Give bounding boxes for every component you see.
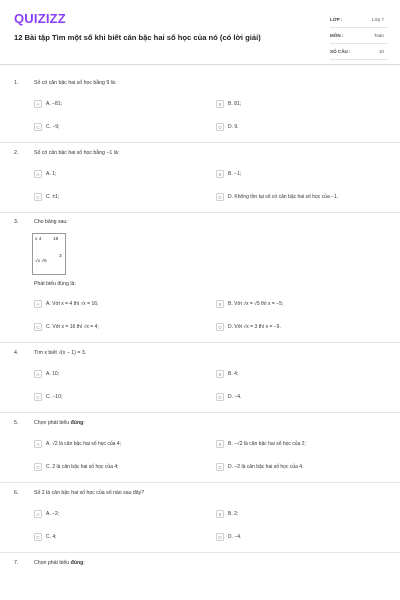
question-text: Cho bảng sau: — [34, 219, 68, 225]
option-a[interactable] — [34, 510, 59, 518]
option-text: A. √2 là căn bậc hai số học của 4; — [46, 441, 122, 447]
question-number: 2. — [14, 150, 19, 156]
option-text: B. 4; — [228, 371, 239, 377]
option-a[interactable] — [34, 100, 62, 108]
meta-value: Lớp 7 — [372, 17, 384, 22]
option-c[interactable] — [34, 533, 57, 541]
option-a[interactable] — [34, 170, 56, 178]
meta-row-class — [330, 12, 388, 28]
option-b[interactable] — [216, 440, 306, 448]
option-text: C. 2 là căn bậc hai số học của 4; — [46, 464, 119, 470]
option-text: B. −1; — [228, 171, 242, 177]
option-c[interactable] — [34, 463, 119, 471]
meta-label: MÔN : — [330, 33, 344, 38]
option-text: B. 2; — [228, 511, 239, 517]
worksheet-header — [0, 0, 400, 65]
worksheet-title: 12 Bài tập Tìm một số khi biết căn bậc hai số học của nó (có lời giải) — [14, 33, 261, 42]
question-number: 4. — [14, 350, 19, 356]
option-letter-box: D — [216, 123, 224, 131]
option-b[interactable] — [216, 100, 241, 108]
option-text: C. −10; — [46, 394, 63, 400]
option-text: B. −√2 là căn bậc hai số học của 2; — [228, 441, 306, 447]
option-text: D. Không tồn tại số có căn bậc hai số học của −1. — [228, 194, 339, 200]
option-letter-box: A — [34, 370, 42, 378]
meta-label: LỚP : — [330, 17, 343, 22]
option-b[interactable] — [216, 170, 241, 178]
quizizz-logo: QUIZIZZ — [14, 11, 66, 26]
option-text: A. 1; — [46, 171, 57, 177]
option-letter-box: B — [216, 510, 224, 518]
option-text: D. −4. — [228, 534, 242, 540]
option-letter-box: A — [34, 440, 42, 448]
question-text-emphasis: đúng — [70, 560, 84, 566]
question-text: Số 2 là căn bậc hai số học của số nào sau đây? — [34, 490, 145, 496]
option-d[interactable] — [216, 393, 241, 401]
option-c[interactable] — [34, 323, 99, 331]
option-text: C. −9; — [46, 124, 60, 130]
option-letter-box: A — [34, 170, 42, 178]
option-text: D. −2 là căn bậc hai số học của 4. — [228, 464, 304, 470]
value-table — [32, 233, 66, 275]
question-divider — [0, 412, 400, 413]
option-d[interactable] — [216, 323, 281, 331]
option-text: C. ±1; — [46, 194, 60, 200]
question-text-part: : — [83, 560, 85, 566]
option-text: A. −2; — [46, 511, 60, 517]
option-text: D. 9. — [228, 124, 239, 130]
question-text: Số có căn bậc hai số học bằng −1 là: — [34, 150, 120, 156]
option-letter-box: B — [216, 370, 224, 378]
option-b[interactable] — [216, 300, 283, 308]
question-divider — [0, 342, 400, 343]
question-number: 3. — [14, 219, 19, 225]
option-letter-box: C — [34, 123, 42, 131]
question-text: Tìm x biết √(x − 1) = 3. — [34, 350, 87, 356]
option-letter-box: A — [34, 300, 42, 308]
option-b[interactable] — [216, 370, 238, 378]
option-text: C. 4; — [46, 534, 57, 540]
option-letter-box: D — [216, 323, 224, 331]
question-divider — [0, 212, 400, 213]
meta-row-count — [330, 44, 388, 60]
option-text: D. Với √x = 3 thì x = −9. — [228, 324, 281, 330]
option-letter-box: B — [216, 300, 224, 308]
option-letter-box: D — [216, 393, 224, 401]
option-text: A. 10; — [46, 371, 60, 377]
option-text: B. Với √x = √5 thì x = −5; — [228, 301, 284, 307]
meta-label: SỐ CÂU : — [330, 49, 351, 54]
option-d[interactable] — [216, 193, 338, 201]
option-letter-box: A — [34, 510, 42, 518]
question-divider — [0, 552, 400, 553]
question-subtext: Phát biểu đúng là: — [34, 281, 76, 287]
table-cell: √x √5 — [35, 259, 47, 264]
question-text-part: Chọn phát biểu — [34, 420, 71, 426]
option-letter-box: D — [216, 463, 224, 471]
option-b[interactable] — [216, 510, 238, 518]
option-d[interactable] — [216, 463, 303, 471]
question-text-emphasis: đúng — [70, 420, 84, 426]
question-text — [34, 420, 85, 426]
option-letter-box: B — [216, 440, 224, 448]
option-text: A. Với x = 4 thì √x = 16; — [46, 301, 99, 307]
option-text: A. −81; — [46, 101, 62, 107]
option-letter-box: A — [34, 100, 42, 108]
option-letter-box: C — [34, 393, 42, 401]
table-cell: 16 — [53, 237, 59, 242]
option-c[interactable] — [34, 393, 62, 401]
question-number: 7. — [14, 560, 19, 566]
question-number: 6. — [14, 490, 19, 496]
question-text: Số có căn bậc hai số học bằng 9 là: — [34, 80, 117, 86]
meta-value: 10 — [378, 49, 384, 54]
option-d[interactable] — [216, 533, 241, 541]
question-text — [34, 560, 85, 566]
option-text: C. Với x = 16 thì √x = 4; — [46, 324, 99, 330]
option-letter-box: C — [34, 463, 42, 471]
option-text: B. 81; — [228, 101, 242, 107]
table-cell: x 4 — [35, 237, 42, 242]
worksheet-meta — [330, 12, 388, 60]
question-divider — [0, 482, 400, 483]
option-letter-box: D — [216, 533, 224, 541]
option-a[interactable] — [34, 300, 98, 308]
option-letter-box: C — [34, 533, 42, 541]
option-d[interactable] — [216, 123, 239, 131]
option-a[interactable] — [34, 440, 121, 448]
meta-value: Toán — [374, 33, 384, 38]
option-letter-box: B — [216, 170, 224, 178]
option-c[interactable] — [34, 193, 59, 201]
table-cell: 3 — [59, 254, 62, 259]
option-letter-box: D — [216, 193, 224, 201]
question-text-part: : — [83, 420, 85, 426]
question-text-part: Chọn phát biểu — [34, 560, 71, 566]
option-letter-box: C — [34, 193, 42, 201]
question-number: 1. — [14, 80, 19, 86]
option-letter-box: C — [34, 323, 42, 331]
option-letter-box: B — [216, 100, 224, 108]
meta-row-subject — [330, 28, 388, 44]
option-text: D. −4. — [228, 394, 242, 400]
question-number: 5. — [14, 420, 19, 426]
option-c[interactable] — [34, 123, 59, 131]
question-divider — [0, 142, 400, 143]
option-a[interactable] — [34, 370, 59, 378]
